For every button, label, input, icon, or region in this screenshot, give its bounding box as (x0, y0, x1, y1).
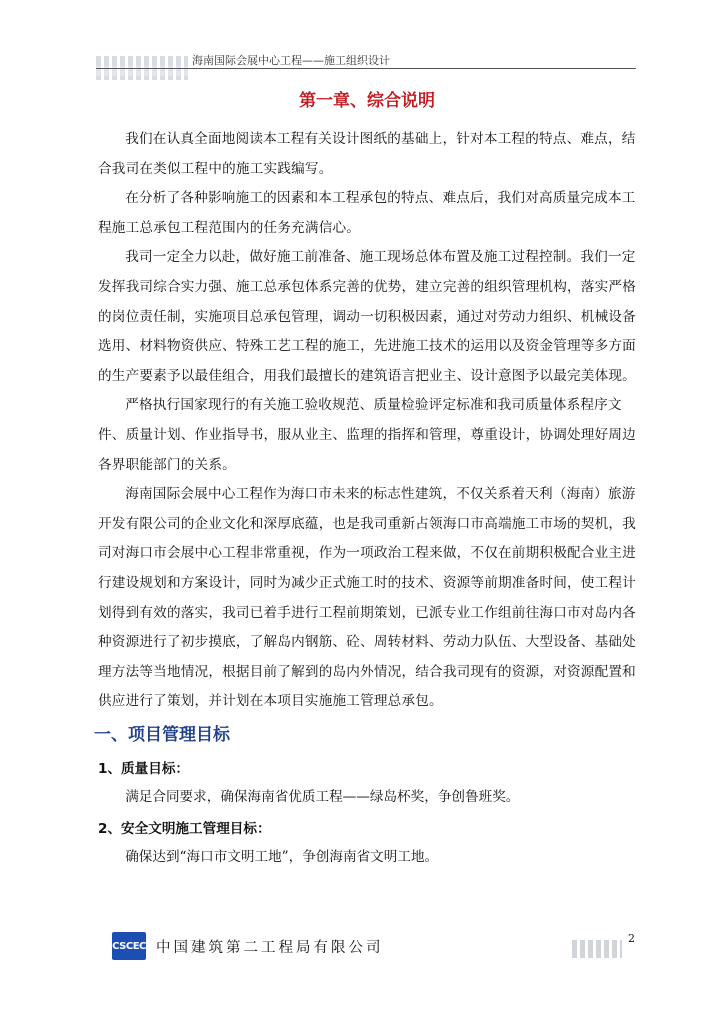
footer-decoration (572, 940, 622, 958)
goal-text-quality: 满足合同要求，确保海南省优质工程——绿岛杯奖，争创鲁班奖。 (125, 788, 520, 805)
goal-text-safety: 确保达到“海口市文明工地”，争创海南省文明工地。 (125, 848, 439, 865)
running-header-title: 海南国际会展中心工程——施工组织设计 (192, 54, 390, 67)
header-rule (96, 68, 636, 69)
section-title: 一、项目管理目标 (94, 724, 230, 745)
goal-heading-quality: 1、质量目标： (98, 760, 190, 777)
footer-company-name: 中国建筑第二工程局有限公司 (156, 940, 384, 956)
paragraph-3: 我司一定全力以赴，做好施工前准备、施工现场总体布置及施工过程控制。我们一定发挥我司综合实力强、施工总承包体系完善的优势，建立完善的组织管理机构，落实严格的岗位责任制，实施项目总承包管理，调动一切积极因素，通过对劳动力组织、机械设备选用、材料物资供应、特殊工艺工程的施工，先进施工技术的运用以及资金管理等多方面的生产要素予以最佳组合，用我们最擅长的建筑语言把业主、设计意图予以最完美体现。 (98, 249, 636, 384)
goal-heading-safety: 2、安全文明施工管理目标： (98, 820, 271, 837)
paragraph-2: 在分析了各种影响施工的因素和本工程承包的特点、难点后，我们对高质量完成本工程施工总承包工程范围内的任务充满信心。 (98, 190, 636, 236)
paragraph-5: 海南国际会展中心工程作为海口市未来的标志性建筑，不仅关系着天利（海南）旅游开发有限公司的企业文化和深厚底蕴，也是我司重新占领海口市高端施工市场的契机，我司对海口市会展中心工程非常重视，作为一项政治工程来做，不仅在前期积极配合业主进行建设规划和方案设计，同时为减少正式施工时的技术、资源等前期准备时间，使工程计划得到有效的落实，我司已着手进行工程前期策划，已派专业工作组前往海口市对岛内各种资源进行了初步摸底，了解岛内钢筋、砼、周转材料、劳动力队伍、大型设备、基础处理方法等当地情况，根据目前了解到的岛内外情况，结合我司现有的资源，对资源配置和供应进行了策划，并计划在本项目实施施工管理总承包。 (98, 486, 636, 710)
company-logo: CSCEC (112, 932, 146, 960)
chapter-title: 第一章、综合说明 (299, 91, 435, 111)
paragraph-1: 我们在认真全面地阅读本工程有关设计图纸的基础上，针对本工程的特点、难点，结合我司在类似工程中的施工实践编写。 (98, 131, 636, 177)
page-number: 2 (628, 932, 635, 945)
paragraph-4: 严格执行国家现行的有关施工验收规范、质量检验评定标准和我司质量体系程序文件、质量计划、作业指导书，服从业主、监理的指挥和管理，尊重设计，协调处理好周边各界职能部门的关系。 (98, 397, 636, 473)
page-content (94, 86, 636, 871)
